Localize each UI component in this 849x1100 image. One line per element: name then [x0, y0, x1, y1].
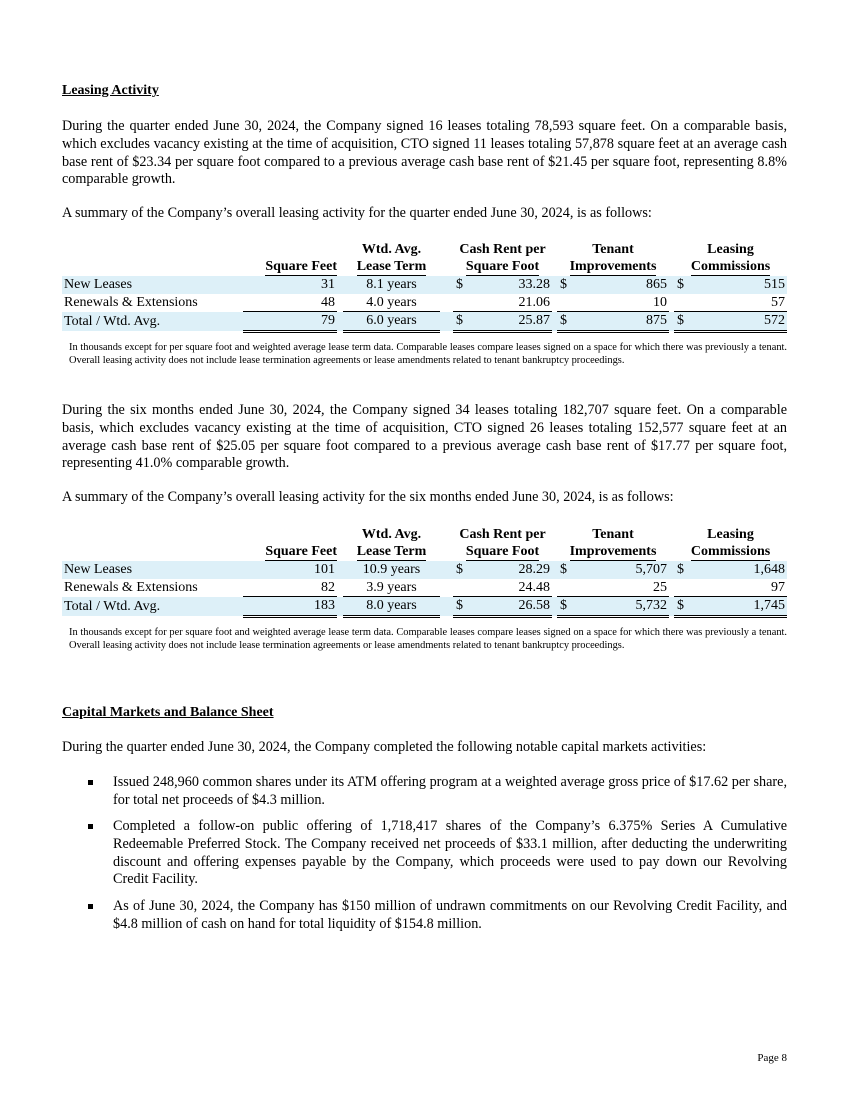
dollar-sign: $: [674, 276, 686, 294]
header-ti-line1: Tenant: [592, 527, 634, 542]
header-rent-line2: Square Foot: [465, 259, 540, 274]
cell-sqft: 101: [243, 561, 337, 579]
header-term-line1: Wtd. Avg.: [361, 242, 422, 257]
table-row: [62, 294, 787, 312]
cell-lc: 515: [686, 276, 787, 294]
dollar-sign: $: [557, 597, 569, 617]
list-item: [62, 818, 787, 889]
cell-rent: 33.28: [465, 276, 552, 294]
six-month-leasing-table: [62, 526, 787, 618]
bullet-square-icon: [88, 824, 93, 829]
page-number: Page 8: [757, 1052, 787, 1064]
header-lc-line1: Leasing: [707, 527, 754, 542]
quarter-leasing-table: [62, 241, 787, 333]
dollar-sign: $: [557, 312, 569, 332]
leasing-quarter-paragraph: During the quarter ended June 30, 2024, the Company signed 16 leases totaling 78,593 square feet. On a comparable basis, which excludes vacancy existing at the time of acquisition, CTO signed 11 leases totaling 57,878 square feet at an average cash base rent of $23.34 per square foot compared to a previous average cash base rent of $21.45 per square foot, representing 8.8% comparable growth.: [62, 118, 787, 188]
bullet-text: As of June 30, 2024, the Company has $150 million of undrawn commitments on our Revolving Credit Facility, and $4.8 million of cash on hand for total liquidity of $154.8 million.: [113, 897, 787, 932]
header-lc-line2: Commissions: [690, 544, 771, 559]
dollar-sign: $: [453, 276, 465, 294]
cell-sqft: 31: [243, 276, 337, 294]
row-label: Renewals & Extensions: [64, 580, 198, 595]
header-sqft: Square Feet: [265, 544, 337, 559]
header-ti-line1: Tenant: [592, 242, 634, 257]
six-month-table-footnote: In thousands except for per square foot and weighted average lease term data. Comparable leases compare leases signed on a space for which there was previously a tenant. Overall leasing activity does not include lease termination agreements or lease amendments related to tenant bankruptcy proceedings.: [69, 627, 787, 651]
row-label: Total / Wtd. Avg.: [62, 312, 243, 332]
header-rent-line1: Cash Rent per: [459, 527, 546, 542]
capital-markets-bullets: [62, 774, 787, 942]
cell-rent: 28.29: [465, 561, 552, 579]
cell-rent: 25.87: [465, 312, 552, 332]
bullet-text: Issued 248,960 common shares under its ATM offering program at a weighted average gross price of $17.62 per share, for total net proceeds of $4.3 million.: [113, 774, 787, 808]
cell-rent: 26.58: [465, 597, 552, 617]
bullet-square-icon: [88, 780, 93, 785]
list-item: [62, 774, 787, 810]
dollar-sign: $: [453, 561, 465, 579]
bullet-text: Completed a follow-on public offering of 1,718,417 shares of the Company’s 6.375% Series A Cumulative Redeemable Preferred Stock. The Company received net proceeds of $33.1 million, after deducting the underwriting discount and offering expenses payable by the Company, which proceeds were used to pay down our Revolving Credit Facility.: [113, 818, 787, 888]
cell-term: 6.0 years: [343, 312, 440, 332]
dollar-sign: $: [674, 312, 686, 332]
cell-ti: 25: [569, 579, 669, 597]
cell-term: 10.9 years: [343, 561, 440, 579]
row-label: New Leases: [62, 276, 243, 294]
cell-term: 4.0 years: [343, 294, 440, 312]
row-label: Total / Wtd. Avg.: [62, 597, 243, 617]
table-row: [62, 597, 787, 617]
cell-sqft: 183: [243, 597, 337, 617]
table-row: [62, 561, 787, 579]
row-label: Renewals & Extensions: [64, 295, 198, 310]
dollar-sign: $: [453, 597, 465, 617]
cell-ti: 5,732: [569, 597, 669, 617]
dollar-sign: $: [674, 597, 686, 617]
cell-ti: 10: [569, 294, 669, 312]
table-row: [62, 312, 787, 332]
cell-lc: 57: [686, 294, 787, 312]
quarter-table-footnote: In thousands except for per square foot and weighted average lease term data. Comparable leases compare leases signed on a space for which there was previously a tenant. Overall leasing activity does not include lease termination agreements or lease amendments related to tenant bankruptcy proceedings.: [69, 342, 787, 366]
cell-lc: 97: [686, 579, 787, 597]
cell-rent: 21.06: [465, 294, 552, 312]
leasing-six-month-paragraph: During the six months ended June 30, 2024, the Company signed 34 leases totaling 182,707 square feet. On a comparable basis, which excludes vacancy existing at the time of acquisition, CTO signed 26 leases totaling 152,577 square feet at an average cash base rent of $25.05 per square foot compared to a previous average cash base rent of $17.77 per square foot, representing 41.0% comparable growth.: [62, 402, 787, 472]
dollar-sign: $: [557, 561, 569, 579]
header-rent-line2: Square Foot: [465, 544, 540, 559]
six-month-summary-intro: A summary of the Company’s overall leasing activity for the six months ended June 30, 2024, is as follows:: [62, 489, 674, 505]
cell-ti: 5,707: [569, 561, 669, 579]
header-lc-line2: Commissions: [690, 259, 771, 274]
dollar-sign: $: [557, 276, 569, 294]
table-row: [62, 276, 787, 294]
header-term-line2: Lease Term: [356, 544, 427, 559]
cell-term: 8.1 years: [343, 276, 440, 294]
cell-lc: 572: [686, 312, 787, 332]
quarter-summary-intro: A summary of the Company’s overall leasing activity for the quarter ended June 30, 2024, is as follows:: [62, 205, 652, 221]
cell-term: 8.0 years: [343, 597, 440, 617]
cell-lc: 1,648: [686, 561, 787, 579]
dollar-sign: $: [453, 312, 465, 332]
list-item: [62, 898, 787, 934]
cell-ti: 865: [569, 276, 669, 294]
header-ti-line2: Improvements: [569, 544, 657, 559]
leasing-activity-heading: Leasing Activity: [62, 83, 159, 98]
header-sqft: Square Feet: [265, 259, 337, 274]
cell-term: 3.9 years: [343, 579, 440, 597]
capital-markets-intro: During the quarter ended June 30, 2024, the Company completed the following notable capital markets activities:: [62, 739, 707, 755]
header-term-line2: Lease Term: [356, 259, 427, 274]
cell-sqft: 48: [243, 294, 337, 312]
cell-sqft: 79: [243, 312, 337, 332]
capital-markets-heading: Capital Markets and Balance Sheet: [62, 705, 274, 720]
header-ti-line2: Improvements: [569, 259, 657, 274]
header-lc-line1: Leasing: [707, 242, 754, 257]
cell-lc: 1,745: [686, 597, 787, 617]
table-row: [62, 579, 787, 597]
header-rent-line1: Cash Rent per: [459, 242, 546, 257]
header-term-line1: Wtd. Avg.: [361, 527, 422, 542]
cell-ti: 875: [569, 312, 669, 332]
dollar-sign: $: [674, 561, 686, 579]
bullet-square-icon: [88, 904, 93, 909]
row-label: New Leases: [62, 561, 243, 579]
cell-sqft: 82: [243, 579, 337, 597]
cell-rent: 24.48: [465, 579, 552, 597]
